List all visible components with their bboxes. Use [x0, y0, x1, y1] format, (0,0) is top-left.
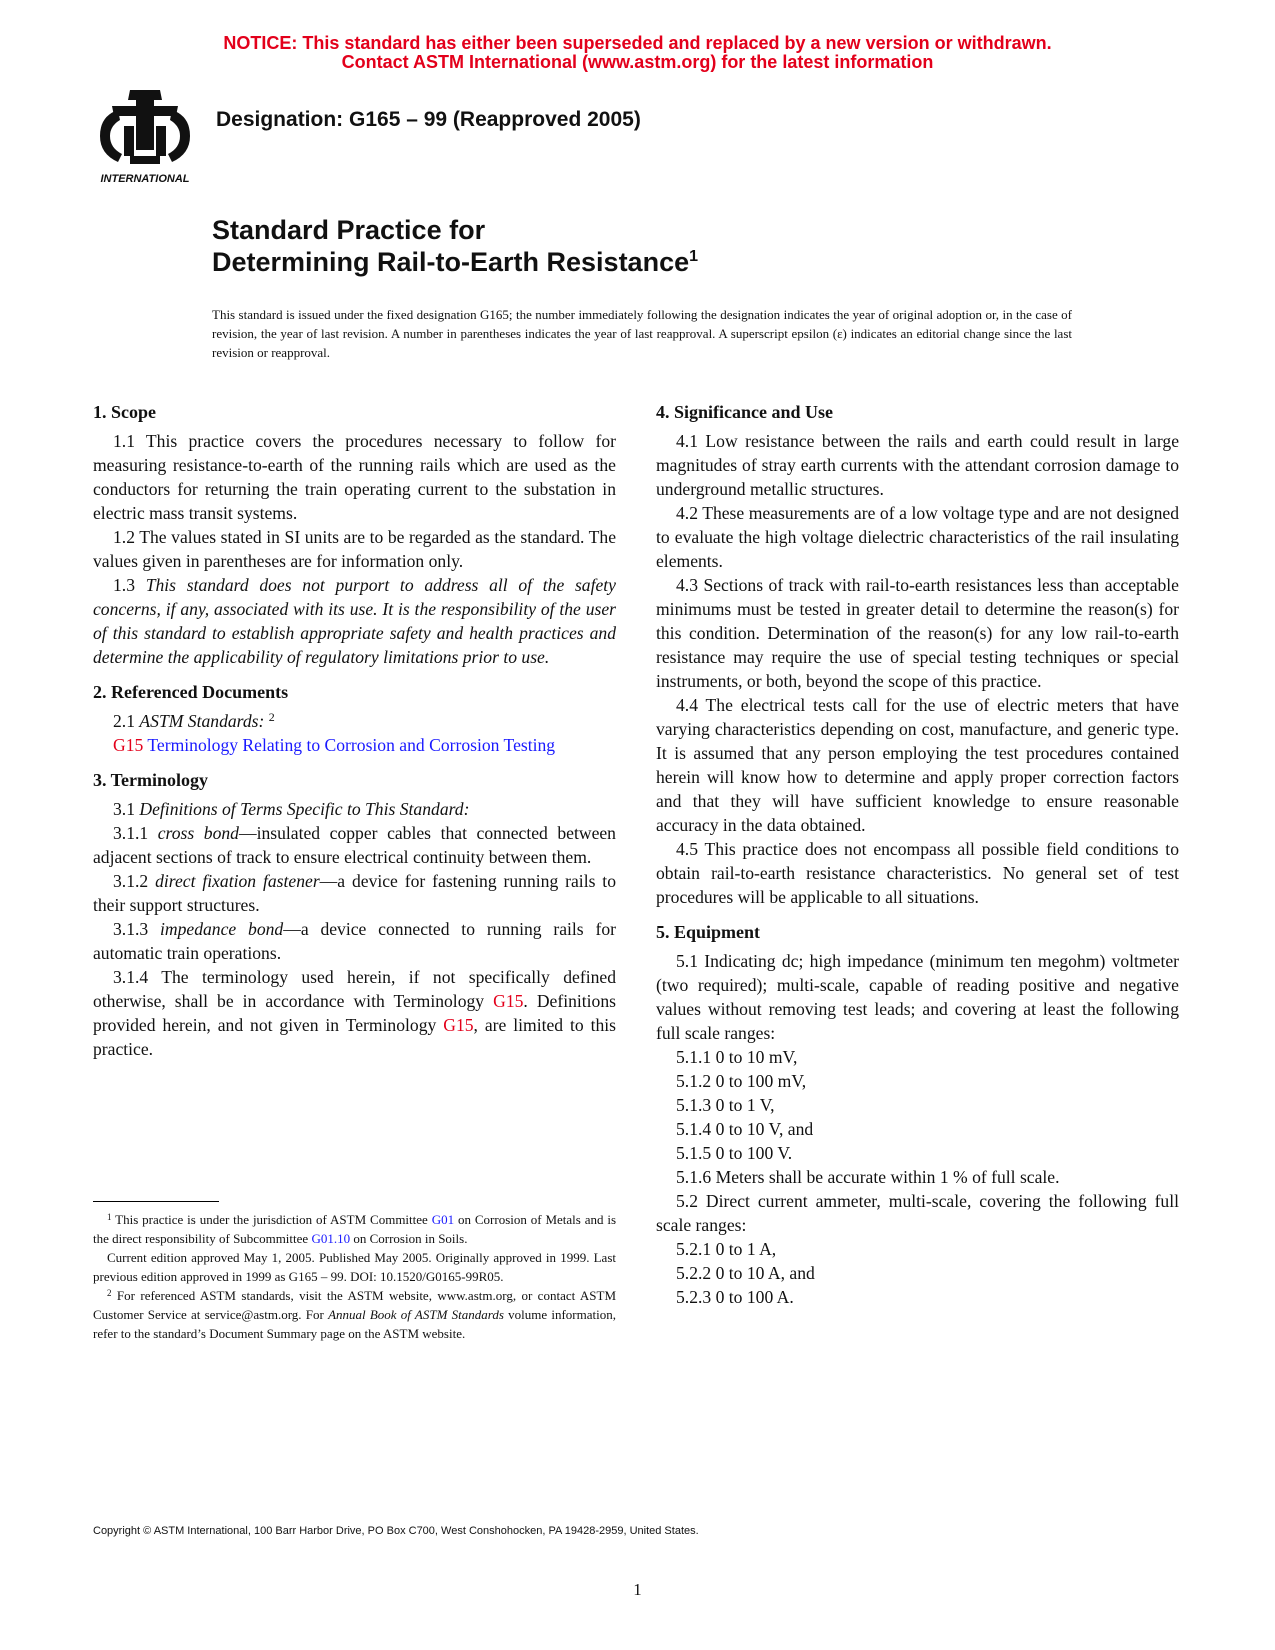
definition-impedance-bond: 3.1.3 impedance bond—a device connected to running rails for automatic train operations. — [93, 919, 616, 963]
paragraph-3-1: 3.1 Definitions of Terms Specific to This Standard: — [113, 799, 470, 819]
section-2-heading: 2. Referenced Documents — [93, 682, 289, 702]
paragraph-1-1: 1.1 This practice covers the procedures necessary to follow for measuring resistance-to-earth of the running rails which are used as the conductors for returning the train operating current to the substation in electric mass transit systems. — [93, 431, 616, 523]
document-title — [212, 214, 698, 278]
range-item: 5.1.1 0 to 10 mV, — [676, 1047, 798, 1067]
range-item: 5.1.5 0 to 100 V. — [676, 1143, 793, 1163]
left-column — [93, 400, 616, 1061]
g01-link[interactable]: G01 — [431, 1212, 455, 1227]
right-column — [656, 400, 1179, 1309]
astm-logo — [90, 86, 200, 186]
title-line-1: Standard Practice for — [212, 215, 486, 245]
footnote-divider — [93, 1201, 219, 1202]
accuracy-item: 5.1.6 Meters shall be accurate within 1 % of full scale. — [676, 1167, 1060, 1187]
reference-g15[interactable] — [93, 733, 616, 757]
range-item: 5.1.2 0 to 100 mV, — [676, 1071, 807, 1091]
paragraph-4-2: 4.2 These measurements are of a low voltage type and are not designed to evaluate the high voltage dielectric characteristics of the rail insulating elements. — [656, 503, 1179, 571]
footnote-2: $^2$ For referenced ASTM standards, visit the ASTM website, www.astm.org, or contact ASTM Customer Service at service@astm.org. For Annual Book of ASTM Standards volume information, refer to the standard’s Document Summary page on the ASTM website. — [93, 1288, 617, 1341]
intro-paragraph: This standard is issued under the fixed designation G165; the number immediately following the designation indicates the year of original adoption or, in the case of revision, the year of last revision. A number in parentheses indicates the year of last reapproval. A superscript epsilon (ε) indicates an editorial change since the last revision or reapproval. — [212, 307, 1072, 360]
title-line-2: Determining Rail-to-Earth Resistance$^1$ — [212, 247, 699, 277]
range-item: 5.1.4 0 to 10 V, and — [676, 1119, 814, 1139]
paragraph-3-1-4: 3.1.4 The terminology used herein, if not specifically defined otherwise, shall be in accordance with Terminology G15. Definitions provided herein, and not given in Terminology G15, are limited to this practice. — [93, 967, 616, 1059]
range-item: 5.2.1 0 to 1 A, — [676, 1239, 777, 1259]
paragraph-4-5: 4.5 This practice does not encompass all possible field conditions to obtain rail-to-earth resistance characteristics. No general set of test procedures will be applicable to all situations. — [656, 839, 1179, 907]
paragraph-1-2: 1.2 The values stated in SI units are to be regarded as the standard. The values given in parentheses are for information only. — [93, 527, 616, 571]
paragraph-5-1: 5.1 Indicating dc; high impedance (minimum ten megohm) voltmeter (two required); multi-scale, capable of reading positive and negative values without removing test leads; and covering at least the following full scale ranges: — [656, 951, 1179, 1043]
copyright: Copyright © ASTM International, 100 Barr Harbor Drive, PO Box C700, West Conshohocken, PA 19428-2959, United States. — [93, 1525, 699, 1537]
g01-10-link[interactable]: G01.10 — [311, 1231, 351, 1246]
range-item: 5.1.3 0 to 1 V, — [676, 1095, 775, 1115]
notice-banner — [0, 34, 1275, 72]
footnote-1-edition: Current edition approved May 1, 2005. Published May 2005. Originally approved in 1999. Last previous edition approved in 1999 as G165 – 99. DOI: 10.1520/G0165-99R05. — [93, 1250, 616, 1284]
paragraph-2-1: 2.1 ASTM Standards: $^2$ — [113, 710, 275, 731]
designation: Designation: G165 – 99 (Reapproved 2005) — [216, 108, 641, 131]
reference-title-link[interactable]: Terminology Relating to Corrosion and Corrosion Testing — [147, 735, 556, 755]
paragraph-1-3: 1.3 This standard does not purport to address all of the safety concerns, if any, associated with its use. It is the responsibility of the user of this standard to establish appropriate safety and health practices and determine the applicability of regulatory limitations prior to use. — [93, 575, 616, 667]
paragraph-5-2: 5.2 Direct current ammeter, multi-scale, covering the following full scale ranges: — [656, 1191, 1179, 1235]
notice-line-1: NOTICE: This standard has either been superseded and replaced by a new version or withdrawn. — [223, 33, 1052, 53]
paragraph-4-1: 4.1 Low resistance between the rails and earth could result in large magnitudes of stray earth currents with the attendant corrosion damage to underground metallic structures. — [656, 431, 1179, 499]
paragraph-4-3: 4.3 Sections of track with rail-to-earth resistances less than acceptable minimums must be tested in greater detail to determine the reason(s) for this condition. Determination of the reason(s) for any low rail-to-earth resistance may require the use of special testing techniques or special instruments, or both, beyond the scope of this practice. — [656, 575, 1179, 691]
section-5-heading: 5. Equipment — [656, 922, 761, 942]
footnote-1: $^1$ This practice is under the jurisdiction of ASTM Committee G01 on Corrosion of Metals and is the direct responsibility of Subcommittee G01.10 on Corrosion in Soils. — [93, 1212, 617, 1246]
definition-cross-bond: 3.1.1 cross bond—insulated copper cables that connected between adjacent sections of track to ensure electrical continuity between them. — [93, 823, 616, 867]
definition-direct-fixation-fastener: 3.1.2 direct fixation fastener—a device for fastening running rails to their support structures. — [93, 871, 616, 915]
section-3-heading: 3. Terminology — [93, 770, 209, 790]
logo-text: INTERNATIONAL — [100, 173, 190, 185]
paragraph-4-4: 4.4 The electrical tests call for the use of electric meters that have varying characteristics depending on cost, manufacture, and generic type. It is assumed that any person employing the test procedures contained herein will know how to determine and apply proper correction factors and that they will have sufficient knowledge to ensure reasonable accuracy in the data obtained. — [656, 695, 1179, 835]
footnotes — [93, 1210, 616, 1343]
section-4-heading: 4. Significance and Use — [656, 402, 834, 422]
g15-link-1[interactable]: G15 — [493, 991, 524, 1011]
notice-line-2: Contact ASTM International (www.astm.org) for the latest information — [341, 52, 934, 72]
reference-code-link[interactable]: G15 — [113, 735, 144, 755]
title-footnote-ref: 1 — [689, 248, 699, 265]
range-item: 5.2.3 0 to 100 A. — [676, 1287, 794, 1307]
range-item: 5.2.2 0 to 10 A, and — [676, 1263, 815, 1283]
g15-link-2[interactable]: G15 — [443, 1015, 474, 1035]
page-number: 1 — [633, 1580, 642, 1599]
section-1-heading: 1. Scope — [93, 402, 156, 422]
